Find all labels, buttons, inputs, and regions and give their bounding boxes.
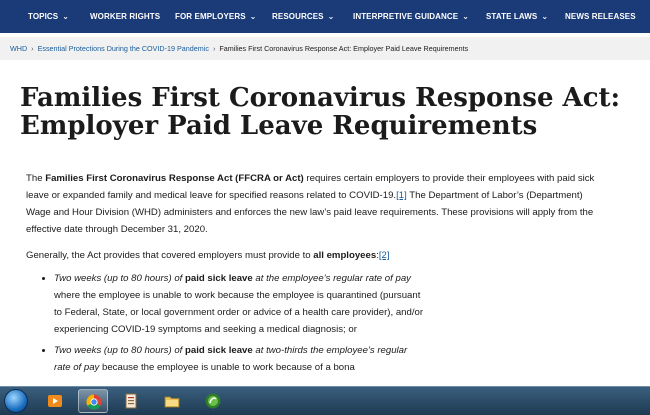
bullet-strong: paid sick leave xyxy=(185,273,253,284)
summary-colon: : xyxy=(376,250,379,261)
nav-for-employers-label: FOR EMPLOYERS xyxy=(175,12,246,21)
breadcrumb-separator: › xyxy=(212,44,216,53)
bullet-em-1: Two weeks (up to 80 hours) of xyxy=(54,273,185,284)
folder-icon xyxy=(164,393,180,409)
chevron-down-icon: ⌄ xyxy=(249,12,257,21)
list-item xyxy=(54,270,424,338)
taskbar-dreamweaver[interactable] xyxy=(198,389,228,413)
nav-interpretive-guidance-label: INTERPRETIVE GUIDANCE xyxy=(353,12,459,21)
breadcrumb-current: Families First Coronavirus Response Act: Employer Paid Leave Requirements xyxy=(219,44,469,53)
nav-news-releases-label: NEWS RELEASES xyxy=(565,12,636,21)
document-icon xyxy=(123,393,139,409)
nav-worker-rights[interactable] xyxy=(90,0,160,33)
taskbar-document-viewer[interactable] xyxy=(116,389,146,413)
nav-resources[interactable] xyxy=(272,0,334,33)
taskbar-file-explorer[interactable] xyxy=(157,389,187,413)
list-item xyxy=(54,342,424,376)
intro-paragraph xyxy=(26,170,601,238)
intro-text-pre: The xyxy=(26,173,46,184)
intro-text-post: The Department of Labor’s (Department) Wage and Hour Division (WHD) administers and enforces the new law’s paid leave requirements. These provisions will apply from the effective date through December 31, 2020. xyxy=(26,190,594,235)
intro-text-mid: requires certain employers to provide their employees with paid sick leave or expanded family and medical leave for specified reasons related to COVID-19. xyxy=(26,173,595,201)
nav-state-laws-label: STATE LAWS xyxy=(486,12,538,21)
nav-state-laws[interactable] xyxy=(486,0,548,33)
nav-resources-label: RESOURCES xyxy=(272,12,324,21)
all-employees-text: all employees xyxy=(313,250,377,261)
chrome-icon xyxy=(86,394,102,410)
nav-worker-rights-label: WORKER RIGHTS xyxy=(90,12,161,21)
breadcrumb-link-whd[interactable]: WHD xyxy=(10,44,28,53)
nav-topics-label: TOPICS xyxy=(28,12,59,21)
nav-for-employers[interactable] xyxy=(175,0,256,33)
bullet-strong: paid sick leave xyxy=(185,345,253,356)
chevron-down-icon: ⌄ xyxy=(327,12,335,21)
footnote-link-2[interactable]: [2] xyxy=(378,250,390,261)
leave-bullet-list xyxy=(40,270,424,380)
breadcrumb-link-covid-protections[interactable]: Essential Protections During the COVID-19 Pandemic xyxy=(37,44,209,53)
media-player-icon xyxy=(47,393,63,409)
breadcrumb-separator: › xyxy=(31,44,34,53)
summary-text-pre: Generally, the Act provides that covered employers must provide to xyxy=(26,250,314,261)
breadcrumb xyxy=(0,37,650,60)
bullet-em-1: Two weeks (up to 80 hours) of xyxy=(54,345,185,356)
act-name: Families First Coronavirus Response Act (FFCRA or Act) xyxy=(45,173,304,184)
chevron-down-icon: ⌄ xyxy=(62,12,70,21)
taskbar-windows-media-player[interactable] xyxy=(40,389,70,413)
page-title: Families First Coronavirus Response Act: Employer Paid Leave Requirements xyxy=(20,83,621,141)
bullet-em-2: at the employee’s regular rate of pay xyxy=(252,273,411,284)
summary-paragraph xyxy=(26,247,601,264)
bullet-em-2: at two-thirds the employee’s regular rate of pay xyxy=(54,345,408,373)
taskbar-chrome[interactable] xyxy=(78,389,108,413)
nav-interpretive-guidance[interactable] xyxy=(353,0,469,33)
dreamweaver-icon xyxy=(205,393,221,409)
start-button[interactable] xyxy=(4,389,28,413)
nav-topics[interactable] xyxy=(28,0,69,33)
taskbar xyxy=(0,386,650,415)
nav-news-releases[interactable] xyxy=(565,0,636,33)
chevron-down-icon: ⌄ xyxy=(462,12,470,21)
chevron-down-icon: ⌄ xyxy=(541,12,549,21)
bullet-text: where the employee is unable to work because the employee is quarantined (pursuant to Federal, State, or local government order or advice of a health care provider), and/or experiencing COVID-19 symptoms and seeking a medical diagnosis; or xyxy=(54,290,424,335)
bullet-text: because the employee is unable to work because of a bona xyxy=(99,362,355,373)
top-navigation xyxy=(0,0,650,33)
main-content xyxy=(26,170,601,264)
footnote-link-1[interactable]: [1] xyxy=(396,190,407,201)
